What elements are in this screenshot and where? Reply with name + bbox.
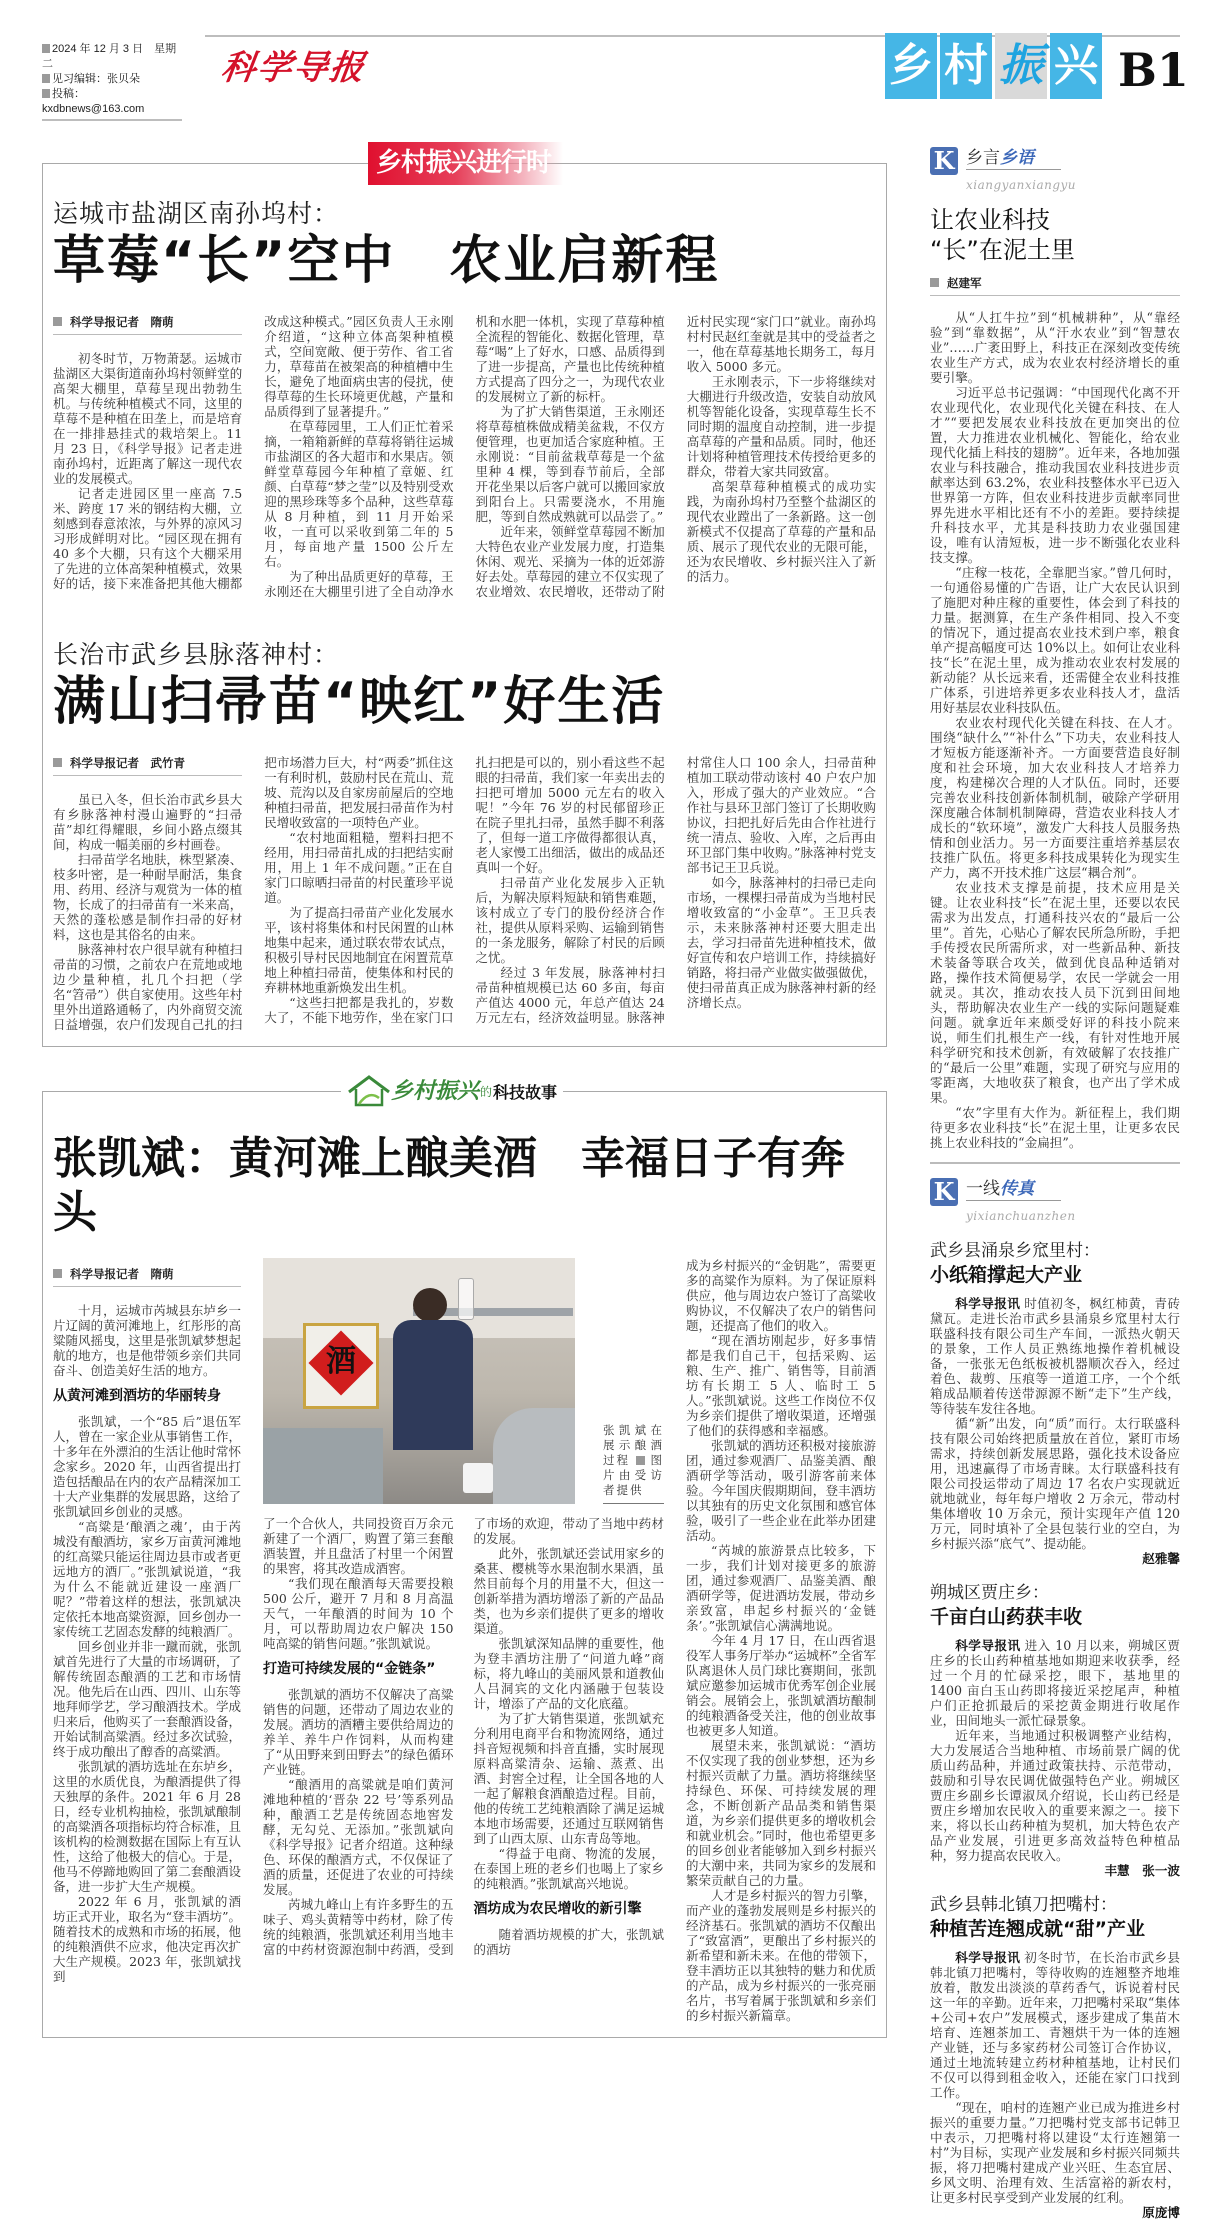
story-tag-part1: 乡村振兴 [391,1078,480,1104]
glass [458,1278,474,1320]
paragraph: 循“新”出发，向“质”而行。太行联盛科技有限公司始终把质量放在首位，紧盯市场需求，持续创新发展思路，强化技术设备应用，迅速赢得了市场青睐。太行联盛科技有限公司投运带动了周边 17 名农户实现就近就地就业，每年每户增收 2 万余元，带动村集体增收 10 万余元，预计实现年产值 120 万元，同时填补了全县包装行业的空白，为乡村振兴添“底气”、提动能。 [930,1415,1180,1551]
byline-text: 科学导报记者 隋萌 [70,1267,174,1281]
paragraph: 十月，运城市芮城县东垆乡一片辽阔的黄河滩地上，红彤彤的高粱随风摇曳，这里是张凯斌梦想起航的地方，也是他带领乡亲们共同奋斗、创造美好生活的地方。 [53,1303,241,1378]
column-pinyin: yixianchuanzhen [966,1208,1076,1223]
steamer [493,1408,575,1504]
paragraph: 在草莓园里，工人们正忙着采摘，一箱箱新鲜的草莓将销往运城市盐湖区的各大超市和水果店。领鲜堂草莓园今年种植了章姬、红颜、白草莓“梦之莹”以及特别受欢迎的黑珍珠等多个品种，这些草莓从 8 月种植，到 11 月开始采收，一直可以采收到第二年的 5 月，每亩地产量 1500 公斤左右。 [264,419,454,569]
author: 原庞博 [1142,2204,1180,2220]
editor: 见习编辑：张贝朵 [52,73,140,85]
feature-box-top [42,148,887,1047]
article3-column-4 [686,1258,876,2023]
column-name: 一线 [966,1178,1000,1199]
news-item [930,1894,1180,2220]
wine-sign-text: 酒 [326,1344,356,1379]
news-body [930,1950,1180,2220]
paragraph: “酿酒用的高粱就是咱们黄河滩地种植的‘晋杂 22 号’等系列品种，酿酒工艺是传统固态地窖发酵，无勾兑、无添加。”张凯斌向《科学导报》记者介绍道。这种绿色、环保的酿酒方式，不仅保证了酒的质量，还促进了农业的可持续发展。 [263,1777,454,1897]
paragraph [930,1950,1180,2100]
paragraph: “这些扫把都是我扎的，岁数大了，不能下地劳作，坐在家门口扎扫把是可以的，别小看这些不起眼的扫帚苗，我们家一年卖出去的扫把可增加 5000 元左右的收入呢！”今年 76 岁的村民郁留珍正在院子里扎扫帚，虽然手脚不利落了，但每一道工序做得都很认真，老人家慢工出细活，做出的成品还真叫一个好。 [264,755,665,1025]
paragraph: 为了种出品质更好的草莓，王永刚还在大棚里引进了全自动净水机和水肥一体机，实现了草莓种植全流程的智能化、数据化管理，草莓“喝”上了好水，口感、品质得到了进一步提高，产量也比传统种植方式提高了四分之一，为现代农业的发展树立了新的标杆。 [264,314,665,599]
story-section-tag [341,1072,563,1110]
paragraph: “庄稼一枝花，全靠肥当家。”曾几何时，一句通俗易懂的广告语，让广大农民认识到了施肥对种庄稼的重要性，体会到了科技的力量。据测算，在生产条件相同、投入不变的情况下，通过提高农业技术到户率，粮食单产提高幅度可达 10%以上。如何让农业科技“长”在泥土里，成为推动农业农村发展的新动能？从长远来看，还需健全农业科技推广体系，引进培养更多农业科技人才，盘活用好基层农业科技队伍。 [930,565,1180,715]
paragraph: 为了扩大销售渠道，王永刚还将草莓植株做成精美盆栽，不仅方便管理，也更加适合家庭种植。王永刚说：“目前盆栽草莓是一个盆里种 4 棵，等到春节前后，全部开花坐果以后客户就可以搬回家放到阳台上。只需要浇水，不用施肥，等到自然成熟就可以品尝了。” [475,404,665,524]
news-body [930,1296,1180,1566]
paragraph: 农业农村现代化关键在科技、在人才。围绕“缺什么”“补什么”下功夫，农业科技人才短板方能逐渐补齐。一方面要营造良好制度和社会环境，加大农业科技人才培养力度，构建梯次合理的人才队伍。同时，还要完善农业科技创新体制机制，破除产学研用深度融合体制机制障碍，营造农业科技人才成长的“软环境”，激发广大科技人员服务热情和创业活力。另一方面要注重培养基层农技推广队伍。将更多科技成果转化为现实生产力，离不开技术推广这层“耦合剂”。 [930,715,1180,880]
article3-byline [53,1266,241,1287]
column-header-opinion [930,147,1180,193]
section-char: 村 [940,33,992,99]
column-pinyin: xiangyanxiangyu [966,178,1077,192]
opinion-body [930,310,1180,1150]
paragraph: “现在，咱村的连翘产业已成为推进乡村振兴的重要力量。”刀把嘴村党支部书记韩卫中表示，刀把嘴村将以建设“太行连翘第一村”为目标，实现产业发展和乡村振兴同频共振，将刀把嘴村建成产业兴旺、生态宜居、乡风文明、治理有效、生活富裕的新农村，让更多村民享受到产业发展的红利。 [930,2099,1180,2205]
article1-body [53,314,876,599]
dateline: 科学导报讯 [955,1949,1021,1965]
paragraph: 张凯斌，一个“85 后”退伍军人，曾在一家企业从事销售工作，十多年在外漂泊的生活让他时常怀念家乡。2020 年，山西省提出打造包括酿品在内的农产品精深加工十大产业集群的发展思路，这给了张凯斌回乡创业的灵感。 [53,1414,241,1519]
opinion-title [930,205,1180,265]
paragraph: 脉落神村农户很早就有种植扫帚苗的习惯，之前农户在荒地或地边少量种植，扎几个扫把（学名“笤帚”）供自家使用。这些年村里外出道路通畅了，内外商贸交流日益增强，农户们发现自己扎的扫把市场潜力巨大，村“两委”抓住这一有利时机，鼓励村民在荒山、荒坡、荒沟以及自家房前屋后的空地种植扫帚苗，把发展扫帚苗作为村民增收致富的一项特色产业。 [53,755,454,1032]
paragraph: 从“人扛牛拉”到“机械耕种”，从“靠经验”到“靠数据”，从“汗水农业”到“智慧农业”……广袤田野上，科技正在深刻改变传统农业生产方式，成为农业农村经济增长的重要引擎。 [930,310,1180,385]
paragraph: “现在酒坊刚起步，好多事情都是我们自己干，包括采购、运粮、生产、推广、销售等，目前酒坊有长期工 5 人、临时工 5 人。”张凯斌说。这些工作岗位不仅为乡亲们提供了增收渠道，还增强了他们的获得感和幸福感。 [686,1333,876,1438]
article3-column-1 [53,1258,241,1984]
paragraph: 记者走进园区里一座高 7.5 米、跨度 17 米的钢结构大棚，立刻感到春意浓浓，与外界的凉风习习形成鲜明对比。“园区现在拥有 40 多个大棚，只有这个大棚采用了先进的立体高架种植模式，效果好的话，接下来准备把其他大棚都改成这种模式。”园区负责人王永刚介绍道，“这种立体高架种植模式，空间宽敞、便于劳作、省工省力，草莓苗在被架高的种植槽中生长，避免了地面病虫害的侵扰，使得草莓的生长环境更优越，产量和品质得到了显著提升。” [53,314,454,591]
paragraph: 近年来，领鲜堂草莓园不断加大特色农业产业发展力度，打造集休闲、观光、采摘为一体的近郊游好去处。草莓园的建立不仅实现了农业增效、农民增收，还带动了附近村民实现“家门口”就业。南孙坞村村民赵红奎就是其中的受益者之一，他在草莓基地长期务工，每月收入 5000 多元。 [475,314,876,599]
paragraph: 人才是乡村振兴的智力引擎，而产业的蓬勃发展则是乡村振兴的经济基石。张凯斌的酒坊不仅酿出了“致富酒”，更酿出了乡村振兴的新希望和新未来。在他的带领下，登丰酒坊正以其独特的魅力和优质的产品，成为乡村振兴的一张亮丽名片，书写着属于张凯斌和乡亲们的乡村振兴新篇章。 [686,1888,876,2023]
paragraph: 为了扩大销售渠道，张凯斌充分利用电商平台和物流网络，通过抖音短视频和抖音直播，实时展现原料高粱清杂、运输、蒸煮、出酒、封窖全过程，让全国各地的人一起了解粮食酒酿造过程。目前，他的传统工艺纯粮酒除了满足运城本地市场需要，还通过互联网销售到了山西太原、山东青岛等地。 [473,1711,664,1846]
paragraph-text: 时值初冬，枫红柿黄，青砖黛瓦。走进长治市武乡县涌泉乡窊里村太行联盛科技有限公司生产车间，一派热火朝天的景象，工作人员正熟练地操作着机械设备，一张张无色纸板被机器顺次吞入，经过着色、裁剪、压痕等一道道工序，一个个纸箱成品顺着传送带源源不断“走下”生产线，等待装车发往各地。 [930,1295,1181,1416]
article3-middle [263,1258,664,1957]
column-name-accent: 乡语 [1000,148,1034,168]
dateline: 科学导报讯 [955,1295,1021,1311]
paragraph: 展望未来，张凯斌说：“酒坊不仅实现了我的创业梦想，还为乡村振兴贡献了力量。酒坊将继续坚持绿色、环保、可持续发展的理念，不断创新产品品类和销售渠道，为乡亲们提供更多的增收机会和就业机会。”同时，他也希望更多的回乡创业者能够加入到乡村振兴的大潮中来，共同为家乡的发展和繁荣贡献自己的力量。 [686,1738,876,1888]
column-name: 乡言 [966,148,1000,168]
paragraph: 2022 年 6 月，张凯斌的酒坊正式开业，取名为“登丰酒坊”。随着技术的成熟和市场的拓展，他的纯粮酒供不应求，他决定再次扩大生产规模。2023 年，张凯斌找到 [53,1894,241,1984]
submission-email: 投稿：kxdbnews@163.com [42,88,145,115]
paragraph: 张凯斌深知品牌的重要性，他为登丰酒坊注册了“问道九峰”商标，将九峰山的美丽风景和道教仙人吕洞宾的文化内涵融于包装设计，增添了产品的文化底蕴。 [473,1636,664,1711]
person-head [413,1288,447,1322]
dateline: 科学导报讯 [955,1637,1021,1653]
author: 赵雅馨 [1142,1550,1180,1566]
photo-caption [603,1423,664,1504]
article2-subtitle: 长治市武乡县脉落神村： [53,640,340,669]
equipment [263,1428,383,1504]
photo-row [263,1258,664,1504]
article1-headline: 草莓“长”空中 农业启新程 [53,231,720,291]
paragraph [930,1638,1180,1728]
newspaper-logo: 科学导报 [218,48,369,88]
paragraph: 扫帚苗学名地肤，株型紧凑、枝多叶密，是一种耐旱耐活，集食用、药用、经济与观赏为一体的植物，长成了的扫帚苗有一米来高，天然的蓬松感是制作扫帚的好材料，这也是其俗名的由来。 [53,852,243,942]
paragraph: 芮城九峰山上有许多野生的五味子、鸡头黄精等中药材，除了传统的纯粮酒，张凯斌还利用当地丰富的中药材资源泡制中药酒，受到了市场的欢迎，带动了当地中药材的发展。 [263,1516,664,1957]
paragraph: 为了提高扫帚苗产业化发展水平，该村将集体和村民闲置的山林地集中起来，通过联农带农试点，积极引导村民因地制宜在闲置荒草地上种植扫帚苗，使集体和村民的弃耕林地重新焕发出生机。 [264,905,454,995]
article3-columns [53,1258,876,2023]
byline-text: 科学导报记者 武竹青 [70,756,185,770]
news-item [930,1240,1180,1566]
article3-headline: 张凯斌：黄河滩上酿美酒 幸福日子有奔头 [53,1133,845,1238]
masthead-info [42,42,182,121]
article3-columns-2-3 [263,1516,664,1957]
paragraph: 经过 3 年发展，脉落神村扫帚苗种植规模已达 60 多亩，每亩产值达 4000 元，年总产值达 24 万元左右，经济效益明显。脉落神村常住人口 100 余人，扫帚苗种植加工联动带动该村 40 户农户加入，形成了强大的产业效应。“合作社与县环卫部门签订了长期收购协议，扫把扎好后先由合作社进行统一清点、验收、入库，之后再由环卫部门集中收购。”脉落神村党支部书记王卫兵说。 [475,755,876,1025]
bucket [463,1463,493,1493]
news-item [930,1582,1180,1878]
news-body [930,1638,1180,1878]
paragraph: “芮城的旅游景点比较多，下一步，我们计划对接更多的旅游团，通过参观酒厂、品鉴美酒、酿酒研学等，促进酒坊发展，带动乡亲致富，串起乡村振兴的‘金链条’。”张凯斌信心满满地说。 [686,1543,876,1633]
paragraph: 张凯斌的酒坊还积极对接旅游团，通过参观酒厂、品鉴美酒、酿酒研学等活动，吸引游客前来体验。今年国庆假期期间，登丰酒坊以其独有的历史文化氛围和感官体验，吸引了一些企业在此举办团建活动。 [686,1438,876,1543]
paragraph: 今年 4 月 17 日，在山西省退役军人事务厅举办“运城杯”全省军队离退休人员门球比赛期间，张凯斌应邀参加运城市优秀军创企业展销会。展销会上，张凯斌酒坊酿制的纯粮酒备受关注，他的创业故事也被更多人知道。 [686,1633,876,1738]
article2-byline [53,755,242,776]
news-headline: 小纸箱撑起大产业 [930,1263,1083,1286]
paragraph: 随着酒坊规模的扩大，张凯斌的酒坊 [473,1927,664,1957]
paragraph: 张凯斌的酒坊选址在东垆乡，这里的水质优良，为酿酒提供了得天独厚的条件。2021 年 6 月 28 日，经专业机构抽检，张凯斌酿制的高粱酒各项指标均符合标准，且该机构的检测数据在国际上有互认性，这给了他极大的信心。于是，他马不停蹄地购回了第二套酿酒设备，进一步扩大生产规模。 [53,1759,241,1894]
paragraph: “得益于电商、物流的发展，在泰国上班的老乡们也喝上了家乡的纯粮酒。”张凯斌高兴地说。 [473,1846,664,1891]
article1-byline [53,314,242,335]
paragraph: 近年来，当地通过积极调整产业结构，大力发展适合当地种植、市场前景广阔的优质山药品种，并通过政策扶持、示范带动，鼓励和引导农民调优做强特色产业。朔城区贾庄乡副乡长谭淑凤介绍说，长山药已经是贾庄乡增加农民收入的重要来源之一。接下来，将以长山药种植为契机，加大特色农产品产业发展，引进更多高效益特色种植品种，努力提高农民收入。 [930,1727,1180,1863]
story-tag-part2: 的 [480,1084,493,1099]
paragraph-text: 进入 10 月以来，朔城区贾庄乡的长山药种植基地如期迎来收获季，经过一个月的忙碌采挖，眼下，基地里的 1400 亩白玉山药即将接近采挖尾声，种植户们正抢抓最后的采挖黄金期进行收尾作业，田间地头一派忙碌景象。 [930,1637,1180,1728]
paragraph: 了一个合伙人，共同投资百万余元新建了一个酒厂，购置了第三套酿酒装置，并且盘活了村里一个闲置的果窖，将其改造成酒窖。 [263,1516,454,1576]
issue-date: 2024 年 12 月 3 日 星期二 [42,43,177,70]
article2-body [53,755,876,1032]
news-headline: 种植苦连翘成就“甜”产业 [930,1917,1145,1940]
section-tag: 乡村振兴进行时 [368,142,563,185]
paragraph-text: 初冬时节，在长治市武乡县韩北镇刀把嘴村，等待收购的连翘整齐地堆放着，散发出淡淡的草药香气，诉说着村民这一年的辛勤。近年来，刀把嘴村采取“集体+公司+农户”发展模式，逐步建成了集苗木培育、连翘茶加工、青翘烘干为一体的连翘产业链，还与多家药材公司签订合作协议，通过土地流转建立药材种植基地，让村民们不仅可以得到租金收入，还能在家门口找到工作。 [930,1949,1181,2100]
person-body [393,1320,473,1450]
section-char: 振 [995,33,1047,99]
subheading: 打造可持续发展的“金链条” [263,1661,436,1677]
news-subtitle: 武乡县涌泉乡窊里村： [930,1240,1100,1261]
section-title [885,33,1102,99]
paragraph [930,1296,1180,1416]
author: 丰慧 张一波 [1104,1862,1180,1878]
paragraph: 扫帚苗产业化发展步入正轨后，为解决原料短缺和销售难题，该村成立了专门的股份经济合作社，提供从原料采购、运输到销售的一条龙服务，解除了村民的后顾之忧。 [475,875,665,965]
paragraph: 虽已入冬，但长治市武乡县大有乡脉落神村漫山遍野的“扫帚苗”却红得耀眼，乡间小路点缀其间，构成一幅美丽的乡村画卷。 [53,792,243,852]
opinion-title-line1: 让农业科技 [930,206,1050,234]
column-logo-k: K [930,147,958,175]
paragraph: 农业技术支撑是前提，技术应用是关键。让农业科技“长”在泥土里，还要以农民需求为出发点，打通科技兴农的“最后一公里”。首先，心贴心了解农民所急所盼，手把手传授农民所需所求，对一些新品种、新技术装备等联合攻关，做到优良品种适销对路，操作技术简便易学，农民一学就会一用就灵。其次，推动农技人员下沉到田间地头，帮助解决农业生产一线的实际问题疑难问题。就拿近年来颇受好评的科技小院来说，师生们扎根生产一线，有针对性地开展科学研究和技术创新，有效破解了农技推广的“最后一公里”难题，实现了研究与应用的零距离，大地收获了粮食，也产出了学术成果。 [930,880,1180,1105]
house-icon [347,1074,391,1108]
column-name-accent: 传真 [1000,1178,1034,1199]
byline-text: 科学导报记者 隋萌 [70,315,174,329]
news-subtitle: 朔城区贾庄乡： [930,1582,1049,1603]
caption-text: 张凯斌在展示酿酒过程 [603,1423,664,1467]
paragraph: 高架草莓种植模式的成功实践，为南孙坞村乃至整个盐湖区的现代农业蹚出了一条新路。这一创新模式不仅提高了草莓的产量和品质、展示了现代农业的无限可能，还为农民增收、乡村振兴注入了新的活力。 [686,479,876,584]
caption-credit: 图片由受访者提供 [603,1453,664,1497]
paragraph: 回乡创业并非一蹴而就，张凯斌首先进行了大量的市场调研，了解传统固态酿酒的工艺和市场情况。他先后在山西、四川、山东等地拜师学艺，学习酿酒技术。学成归来后，他购买了一套酿酒设备，开始试制高粱酒。经过多次试验，终于成功酿出了醇香的高粱酒。 [53,1639,241,1759]
subheading: 酒坊成为农民增收的新引擎 [473,1901,642,1917]
article2-headline: 满山扫帚苗“映红”好生活 [53,672,666,732]
news-headline: 千亩白山药获丰收 [930,1605,1083,1628]
paragraph: 初冬时节，万物萧瑟。运城市盐湖区大渠街道南孙坞村领鲜堂的高架大棚里，草莓呈现出勃勃生机。与传统种植模式不同，这里的草莓不是种植在田垄上，而是培育在一排排悬挂式的栽培架上。11 月 23 日，《科学导报》记者走进南孙坞村，近距离了解这一现代农业的发展模式。 [53,351,243,486]
paragraph: 王永刚表示，下一步将继续对大棚进行升级改造，安装自动放风机等智能化设备，实现草莓生长不同时期的温度自动控制，进一步提高草莓的产量和品质。同时，他还计划将种植管理技术传授给更多的群众，带着大家共同致富。 [686,374,876,479]
byline-text: 赵建军 [947,276,982,290]
paragraph: 张凯斌的酒坊不仅解决了高粱销售的问题，还带动了周边农业的发展。酒坊的酒糟主要供给周边的养羊、养牛户作饲料，从而构建了“从田野来到田野去”的绿色循环产业链。 [263,1687,454,1777]
paragraph: 如今，脉落神村的扫帚已走向市场，一棵棵扫帚苗成为当地村民增收致富的“小金草”。王卫兵表示，未来脉落神村还要大胆走出去，学习扫帚苗先进种植技术，做好宣传和农户培训工作，持续搞好销路，将扫帚产业做实做强做优，使扫帚苗真正成为脉落神村新的经济增长点。 [686,875,876,1010]
column-header-news [930,1178,1180,1224]
feature-box-story [42,1078,887,2038]
opinion-title-line2: “长”在泥土里 [930,236,1075,264]
paragraph: “农”字里有大作为。新征程上，我们期待更多农业科技“长”在泥土里，让更多农民挑上农业科技的“金扁担”。 [930,1105,1180,1150]
wine-sign [303,1323,379,1409]
section-char: 兴 [1050,33,1102,99]
news-subtitle: 武乡县韩北镇刀把嘴村： [930,1894,1117,1915]
paragraph: 习近平总书记强调：“中国现代化离不开农业现代化，农业现代化关键在科技、在人才”“要把发展农业科技放在更加突出的位置，大力推进农业机械化、智能化，给农业现代化插上科技的翅膀”。近年来，各地加强农业与科技融合，推动我国农业科技进步贡献率达到 63.2%，农业科技整体水平已迈入世界第一方阵，但农业科技进步贡献率同世界先进水平相比还有不小的差距。要持续提升科技水平，尤其是科技助力农业强国建设，唯有认清短板，进一步不断强化农业科技支撑。 [930,385,1180,565]
paragraph: “我们现在酿酒每天需要投粮 500 公斤，避开 7 月和 8 月高温天气，一年酿酒的时间为 10 个月，可以帮助周边农户解决 150 吨高粱的销售问题。”张凯斌说。 [263,1576,454,1651]
story-tag-part3: 科技故事 [493,1082,558,1102]
opinion-byline [930,275,1180,296]
paragraph: 此外，张凯斌还尝试用家乡的桑葚、樱桃等水果泡制水果酒，虽然目前每个月的用量不大，但这一创新举措为酒坊增添了新的产品品类，也为乡亲们提供了更多的增收渠道。 [473,1546,664,1636]
divider [930,1162,1180,1164]
article3-photo [263,1258,575,1504]
paragraph: “高粱是‘酿酒之魂’，由于芮城没有酿酒坊，家乡万亩黄河滩地的红高粱只能运往周边县市或者更远地方的酒厂。”张凯斌说道，“我为什么不能就近建设一座酒厂呢？”带着这样的想法，张凯斌决定依托本地高粱资源，回乡创办一家传统工艺固态发酵的纯粮酒厂。 [53,1519,241,1639]
subheading: 从黄河滩到酒坊的华丽转身 [53,1388,221,1404]
right-column [930,147,1180,2220]
section-char: 乡 [885,33,937,99]
page-number: B1 [1118,43,1189,97]
column-logo-k: K [930,1178,958,1206]
paragraph: “农村地面粗糙，塑料扫把不经用，用扫帚苗扎成的扫把结实耐用，用上 1 年不成问题。”正在自家门口晾晒扫帚苗的村民董珍平说道。 [264,830,454,905]
main-area [42,148,887,2038]
paragraph: 成为乡村振兴的“金钥匙”，需要更多的高粱作为原料。为了保证原料供应，他与周边农户签订了高粱收购协议，不仅解决了农户的销售问题，还提高了他们的收入。 [686,1258,876,1333]
article1-subtitle: 运城市盐湖区南孙坞村： [53,199,340,228]
